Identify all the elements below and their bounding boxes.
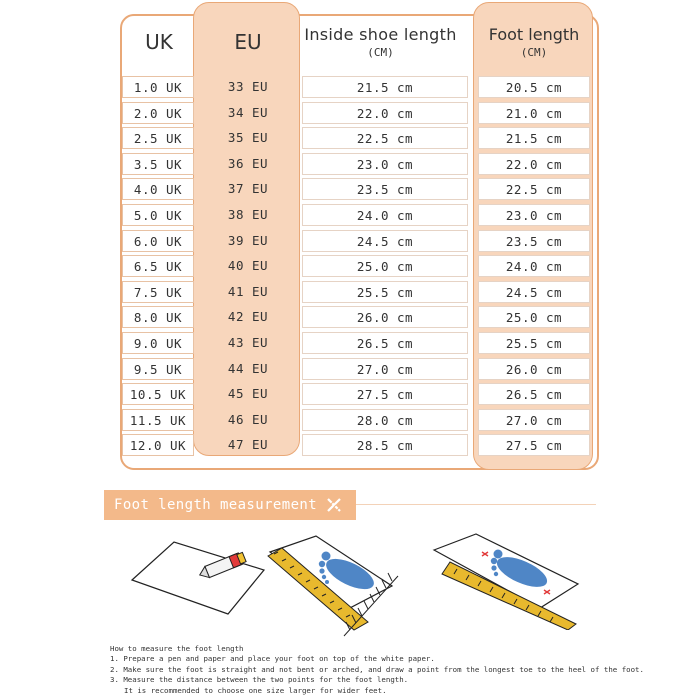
eu-size-cell: 38 EU <box>227 207 269 222</box>
uk-size-cell: 12.0 UK <box>122 434 194 456</box>
foot-length-cell: 21.0 cm <box>478 102 590 124</box>
inside-length-cell: 24.0 cm <box>302 204 468 226</box>
table-row <box>120 230 595 256</box>
foot-length-cell: 23.5 cm <box>478 230 590 252</box>
header-eu: EU <box>234 30 262 54</box>
inside-length-cell: 24.5 cm <box>302 230 468 252</box>
measurement-banner <box>104 490 356 520</box>
foot-length-cell: 22.0 cm <box>478 153 590 175</box>
uk-size-cell: 7.5 UK <box>122 281 194 303</box>
inside-length-cell: 28.0 cm <box>302 409 468 431</box>
uk-size-cell: 9.0 UK <box>122 332 194 354</box>
table-row <box>120 255 595 281</box>
table-row <box>120 178 595 204</box>
header-inside-shoe-length: Inside shoe length (CM) <box>304 25 457 59</box>
size-table <box>120 14 595 466</box>
inside-length-cell: 23.5 cm <box>302 178 468 200</box>
instruction-note: It is recommended to choose one size larger for wider feet. <box>124 685 387 695</box>
foot-length-cell: 25.5 cm <box>478 332 590 354</box>
eu-size-cell: 45 EU <box>227 386 269 402</box>
foot-length-cell: 24.5 cm <box>478 281 590 303</box>
uk-size-cell: 4.0 UK <box>122 178 194 200</box>
eu-size-cell: 47 EU <box>227 437 269 453</box>
inside-length-cell: 27.0 cm <box>302 358 468 380</box>
uk-size-cell: 1.0 UK <box>122 76 194 98</box>
uk-size-cell: 11.5 UK <box>122 409 194 431</box>
uk-size-cell: 3.5 UK <box>122 153 194 175</box>
uk-size-cell: 2.0 UK <box>122 102 194 124</box>
eu-size-cell: 43 EU <box>227 335 269 350</box>
table-row <box>120 332 595 358</box>
table-row <box>120 76 595 102</box>
table-row <box>120 434 595 460</box>
eu-size-cell: 33 EU <box>227 79 269 94</box>
banner-divider <box>356 504 596 505</box>
uk-size-cell: 10.5 UK <box>122 383 194 405</box>
table-row <box>120 204 595 230</box>
instruction-step: 3. Measure the distance between the two points for the foot length. <box>110 675 409 685</box>
inside-length-cell: 22.0 cm <box>302 102 468 124</box>
eu-size-cell: 34 EU <box>227 104 269 120</box>
table-row <box>120 102 595 128</box>
inside-length-cell: 27.5 cm <box>302 383 468 405</box>
inside-length-cell: 25.0 cm <box>302 255 468 277</box>
inside-length-cell: 26.5 cm <box>302 332 468 354</box>
foot-length-cell: 27.5 cm <box>478 434 590 456</box>
pencil-ruler-icon <box>325 496 343 514</box>
instructions-heading: How to measure the foot length <box>110 644 244 653</box>
uk-size-cell: 5.0 UK <box>122 204 194 226</box>
inside-length-cell: 22.5 cm <box>302 127 468 149</box>
foot-length-cell: 20.5 cm <box>478 76 590 98</box>
table-row <box>120 127 595 153</box>
table-row <box>120 281 595 307</box>
inside-length-cell: 21.5 cm <box>302 76 468 98</box>
table-row <box>120 383 595 409</box>
header-uk: UK <box>145 30 173 54</box>
inside-length-cell: 26.0 cm <box>302 306 468 328</box>
eu-size-cell: 46 EU <box>227 411 269 427</box>
foot-length-cell: 26.0 cm <box>478 358 590 380</box>
banner-title: Foot length measurement <box>114 497 318 513</box>
foot-length-cell: 26.5 cm <box>478 383 590 405</box>
foot-length-cell: 27.0 cm <box>478 409 590 431</box>
foot-measure-illustration <box>262 530 412 640</box>
eu-size-cell: 35 EU <box>227 130 269 146</box>
eu-size-cell: 36 EU <box>227 155 269 171</box>
uk-size-cell: 2.5 UK <box>122 127 194 149</box>
eu-size-cell: 41 EU <box>227 283 269 299</box>
foot-length-cell: 25.0 cm <box>478 306 590 328</box>
eu-size-cell: 37 EU <box>227 181 269 197</box>
header-foot-length: Foot length (CM) <box>488 25 580 59</box>
table-row <box>120 409 595 435</box>
instruction-step: 2. Make sure the foot is straight and not bent or arched, and draw a point from the longest toe to the heel of the foot. <box>110 664 644 674</box>
instruction-step: 1. Prepare a pen and paper and place your foot on top of the white paper. <box>110 654 435 664</box>
foot-length-cell: 21.5 cm <box>478 127 590 149</box>
uk-size-cell: 6.5 UK <box>122 255 194 277</box>
instructions <box>110 644 690 696</box>
uk-size-cell: 8.0 UK <box>122 306 194 328</box>
table-row <box>120 306 595 332</box>
eu-size-cell: 40 EU <box>227 258 269 274</box>
eu-size-cell: 39 EU <box>227 232 269 248</box>
inside-length-cell: 23.0 cm <box>302 153 468 175</box>
eu-size-cell: 42 EU <box>227 309 269 325</box>
uk-size-cell: 9.5 UK <box>122 358 194 380</box>
uk-size-cell: 6.0 UK <box>122 230 194 252</box>
inside-length-cell: 25.5 cm <box>302 281 468 303</box>
eu-size-cell: 44 EU <box>227 360 269 376</box>
foot-length-cell: 24.0 cm <box>478 255 590 277</box>
inside-length-cell: 28.5 cm <box>302 434 468 456</box>
foot-length-cell: 22.5 cm <box>478 178 590 200</box>
foot-length-marked-illustration <box>432 530 582 630</box>
paper-and-pen-illustration <box>128 530 268 630</box>
foot-length-cell: 23.0 cm <box>478 204 590 226</box>
table-row <box>120 153 595 179</box>
table-row <box>120 358 595 384</box>
